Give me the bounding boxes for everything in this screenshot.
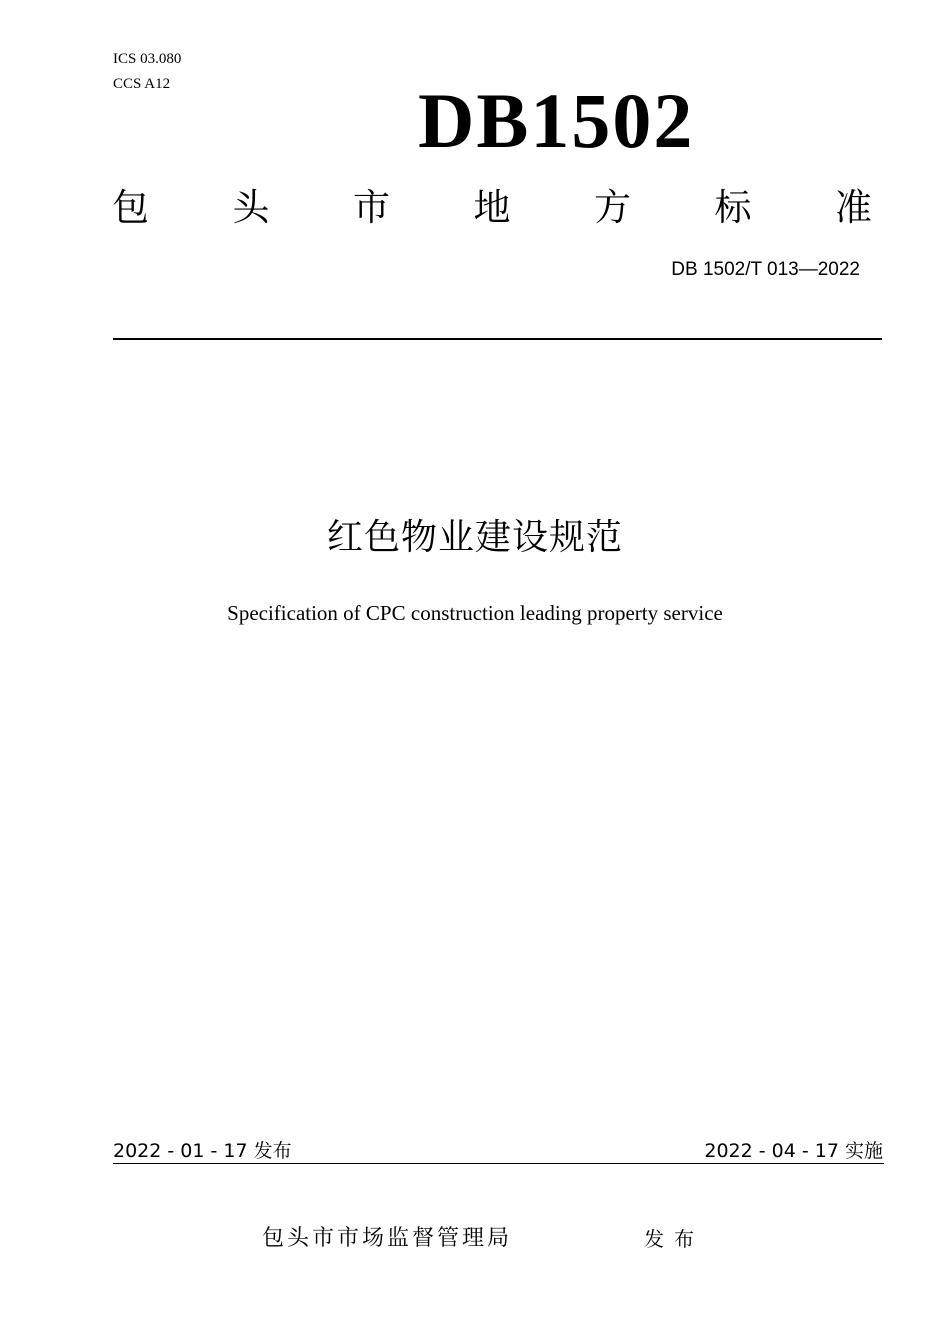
issue-date: 2022 - 01 - 17 发布 (113, 1140, 292, 1162)
standard-logo: DB1502 (418, 77, 695, 164)
standard-type-char: 方 (594, 186, 631, 229)
standard-number: DB 1502/T 013—2022 (671, 259, 860, 280)
footer-divider (113, 1163, 884, 1164)
standard-type-char: 地 (473, 186, 511, 229)
standard-type-char: 标 (714, 186, 752, 229)
standard-type-char: 准 (835, 186, 872, 229)
document-title-english: Specification of CPC construction leading property service (227, 601, 723, 625)
publisher-name: 包头市市场监督管理局 (262, 1226, 513, 1251)
publish-label: 发布 (644, 1227, 704, 1251)
header-divider (113, 338, 882, 340)
standard-type-char: 市 (353, 186, 390, 229)
implementation-date: 2022 - 04 - 17 实施 (704, 1140, 883, 1162)
document-title-chinese: 红色物业建设规范 (326, 517, 623, 558)
standard-type (112, 184, 872, 232)
standard-type-char: 包 (112, 186, 149, 229)
standard-type-char: 头 (232, 186, 270, 229)
ccs-code: CCS A12 (113, 76, 171, 92)
ics-code: ICS 03.080 (113, 51, 182, 67)
